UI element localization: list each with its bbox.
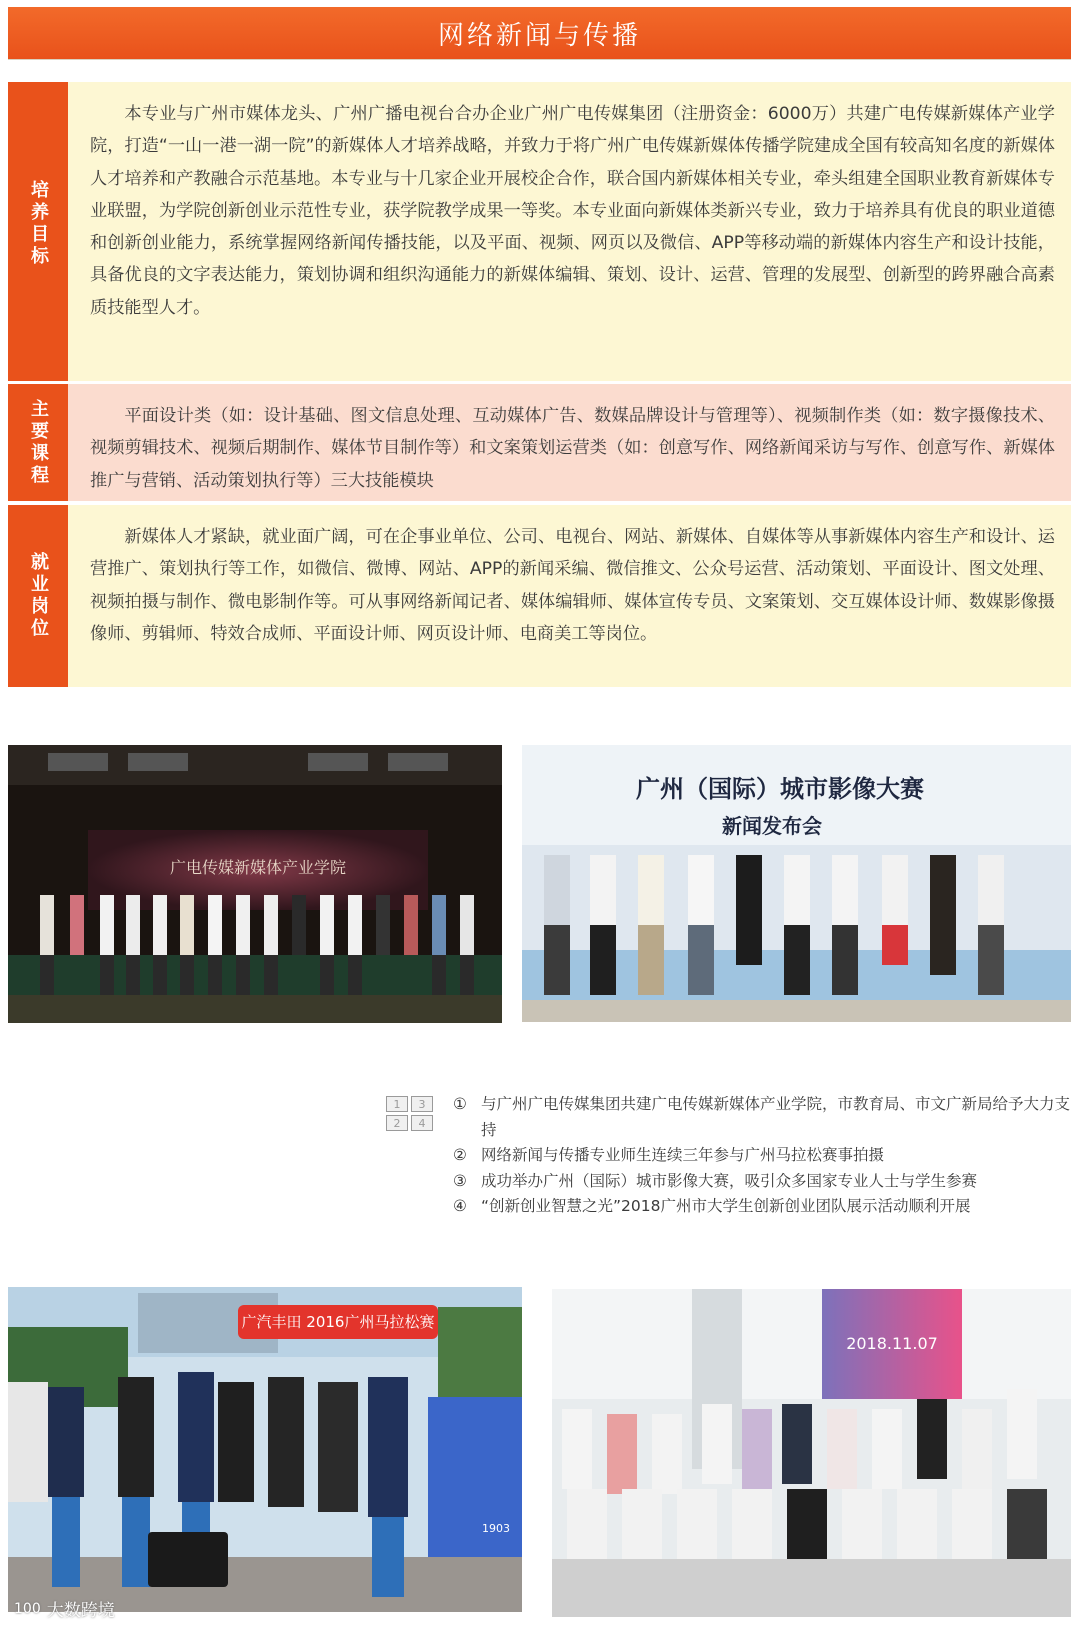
poster-date: 2018.11.07 — [846, 1334, 938, 1353]
photo-press-conference — [522, 745, 1071, 1022]
caption-text: 成功举办广州（国际）城市影像大赛，吸引众多国家专业人士与学生参赛 — [481, 1171, 978, 1190]
grid-cell: 2 — [386, 1115, 408, 1131]
section-jobs — [8, 505, 1071, 687]
photo-marathon-crew — [8, 1287, 522, 1612]
section-label: 主要课程 — [8, 384, 68, 501]
section-label: 就业岗位 — [8, 505, 68, 687]
caption-number: ① — [453, 1095, 467, 1113]
section-text: 本专业与广州市媒体龙头、广州广播电视台合办企业广州广电传媒集团（注册资金：6000万）共建广电传媒新媒体产业学院，打造“一山一港一湖一院”的新媒体人才培养战略，并致力于将广州广电传媒新媒体传播学院建成全国有较高知名度的新媒体人才培养和产教融合示范基地。本专业与十几家企业开展校企合作，联合国内新媒体相关专业，牵头组建全国职业教育新媒体专业联盟，为学院创新创业示范性专业，获学院教学成果一等奖。本专业面向新媒体类新兴专业，致力于培养具有优良的职业道德和创新创业能力，系统掌握网络新闻传播技能，以及平面、视频、网页以及微信、APP等移动端的新媒体内容生产和设计技能，具备优良的文字表达能力，策划协调和组织沟通能力的新媒体编辑、策划、设计、运营、管理的发展型、创新型的跨界融合高素质技能型人才。 — [68, 82, 1071, 381]
page-title: 网络新闻与传播 — [8, 7, 1071, 59]
caption-number: ③ — [453, 1171, 467, 1190]
section-training-goals — [8, 82, 1071, 381]
grid-cell: 1 — [386, 1096, 408, 1112]
caption-number: ④ — [453, 1197, 467, 1215]
barrier-number: 1903 — [482, 1522, 510, 1535]
section-text: 平面设计类（如：设计基础、图文信息处理、互动媒体广告、数媒品牌设计与管理等）、视频制作类（如：数字摄像技术、视频剪辑技术、视频后期制作、媒体节目制作等）和文案策划运营类（如：创意写作、网络新闻采访与写作、创意写作、新媒体推广与营销、活动策划执行等）三大技能模块 — [68, 384, 1071, 501]
press-banner-line1: 广州（国际）城市影像大赛 — [636, 775, 924, 803]
grid-cell: 4 — [411, 1115, 433, 1131]
caption-text: 与广州广电传媒集团共建广电传媒新媒体产业学院，市教育局、市文广新局给予大力支持 — [481, 1095, 1071, 1139]
section-main-courses — [8, 384, 1071, 501]
marathon-banner-text: 广汽丰田 2016广州马拉松赛 — [241, 1313, 435, 1331]
caption-item — [453, 1169, 1075, 1195]
photo-captions — [385, 1092, 1075, 1220]
caption-text: 网络新闻与传播专业师生连续三年参与广州马拉松赛事拍摄 — [481, 1146, 885, 1164]
caption-item — [453, 1143, 1075, 1169]
stage-banner-text: 广电传媒新媒体产业学院 — [169, 858, 347, 877]
press-banner-line2: 新闻发布会 — [722, 814, 822, 838]
section-text: 新媒体人才紧缺，就业面广阔，可在企事业单位、公司、电视台、网站、新媒体、自媒体等从事新媒体内容生产和设计、运营推广、策划执行等工作，如微信、微博、网站、APP的新闻采编、微信推文、公众号运营、活动策划、平面设计、图文处理、视频拍摄与制作、微电影制作等。可从事网络新闻记者、媒体编辑师、媒体宣传专员、文案策划、交互媒体设计师、数媒影像摄像师、剪辑师、特效合成师、平面设计师、网页设计师、电商美工等岗位。 — [68, 505, 1071, 687]
caption-number: ② — [453, 1146, 467, 1164]
watermark — [14, 1596, 115, 1621]
photo-stage-ceremony — [8, 745, 502, 1023]
watermark-text: 大数跨境 — [46, 1601, 115, 1621]
caption-text: “创新创业智慧之光”2018广州市大学生创新创业团队展示活动顺利开展 — [481, 1197, 971, 1215]
grid-cell: 3 — [411, 1096, 433, 1112]
section-label: 培养目标 — [8, 82, 68, 381]
photo-student-group — [552, 1289, 1071, 1617]
caption-item — [453, 1194, 1075, 1220]
watermark-logo-icon: 100 — [14, 1600, 41, 1617]
caption-item — [453, 1092, 1075, 1143]
